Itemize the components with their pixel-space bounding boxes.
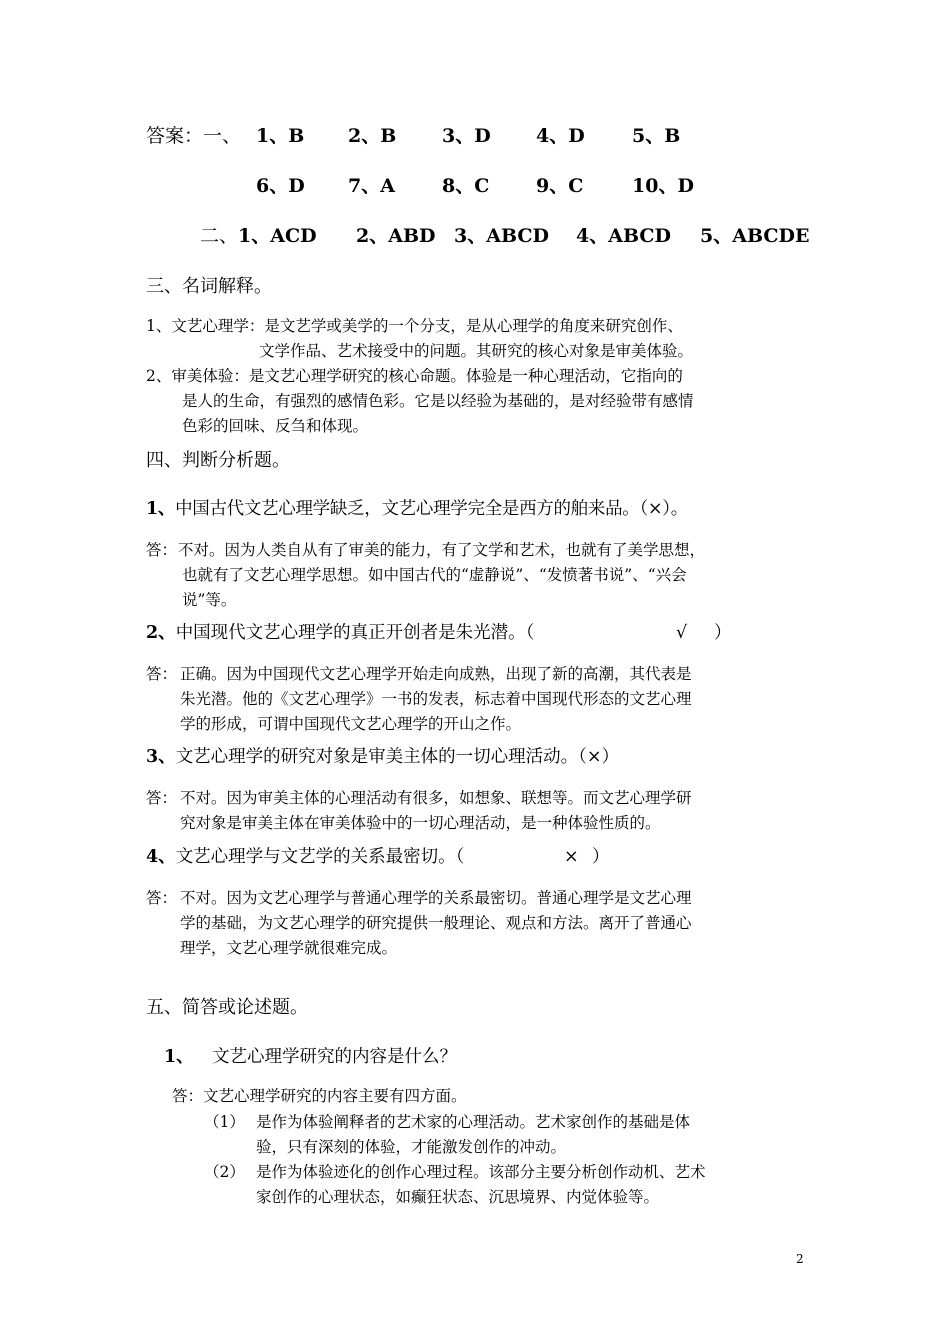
point-number: （2） <box>204 1163 245 1181</box>
point-number: （1） <box>204 1113 245 1131</box>
question-close-paren: ） <box>714 623 732 643</box>
section-heading: 五、简答或论述题。 <box>146 997 308 1018</box>
judgment-question <box>146 620 746 646</box>
answer-row-2 <box>146 172 846 200</box>
text-line: 理学，文艺心理学就很难完成。 <box>180 939 398 957</box>
answer-prefix: 答： <box>146 541 178 559</box>
answer-intro <box>172 1084 467 1109</box>
question-text: 中国现代文艺心理学的真正开创者是朱光潜。（ <box>175 623 535 643</box>
answer-block <box>146 786 826 836</box>
term-definition <box>146 364 826 439</box>
answer-prefix: 答： <box>146 889 178 907</box>
text-line: 是作为体验迹化的创作心理过程。该部分主要分析创作动机、艺术 <box>256 1163 706 1181</box>
question-text: 文艺心理学与文艺学的关系最密切。（ <box>175 847 465 867</box>
text-line: 学的形成，可谓中国现代文艺心理学的开山之作。 <box>180 715 522 733</box>
judgment-question <box>146 496 688 522</box>
text-line: 正确。因为中国现代文艺心理学开始走向成熟，出现了新的高潮，其代表是 <box>180 665 692 683</box>
question-number: 3、 <box>146 747 176 767</box>
question-close-paren: ） <box>592 847 610 867</box>
text-line: 也就有了文艺心理学思想。如中国古代的“虚静说”、“发愤著书说”、“兴会 <box>182 566 687 584</box>
answer-block <box>146 538 826 613</box>
text-line: 朱光潜。他的《文艺心理学》一书的发表，标志着中国现代形态的文艺心理 <box>180 690 692 708</box>
answer-row-1 <box>146 122 846 150</box>
essay-question <box>164 1044 457 1070</box>
answer-item: 3、ABCD <box>454 225 549 247</box>
text-line: 不对。因为人类自从有了审美的能力，有了文学和艺术，也就有了美学思想， <box>178 541 706 559</box>
text-line: 不对。因为文艺心理学与普通心理学的关系最密切。普通心理学是文艺心理 <box>180 889 692 907</box>
answer-block <box>146 886 826 961</box>
text-line: 文学作品、艺术接受中的问题。其研究的核心对象是审美体验。 <box>259 342 694 360</box>
answer-prefix: 答： <box>146 665 178 683</box>
text-line: 是人的生命，有强烈的感情色彩。它是以经验为基础的，是对经验带有感情 <box>182 392 694 410</box>
answer-item: 6、D <box>256 175 305 197</box>
section-heading: 四、判断分析题。 <box>146 450 290 471</box>
answer-prefix: 答： <box>146 789 178 807</box>
judgment-question <box>146 844 646 870</box>
text-line: 色彩的回味、反刍和体现。 <box>182 417 369 435</box>
question-number: 4、 <box>146 847 176 867</box>
text-line: 1、文艺心理学：是文艺学或美学的一个分支，是从心理学的角度来研究创作、 <box>146 317 683 335</box>
text-line: 验，只有深刻的体验，才能激发创作的冲动。 <box>256 1138 567 1156</box>
answer-block <box>146 662 826 737</box>
answer-label: 答案：一、 <box>146 125 242 147</box>
text-line: 家创作的心理状态，如癫狂状态、沉思境界、内觉体验等。 <box>256 1188 660 1206</box>
answer-item: 2、B <box>348 125 397 147</box>
question-text: 中国古代文艺心理学缺乏，文艺心理学完全是西方的舶来品。（×）。 <box>175 499 688 519</box>
term-definition <box>146 314 826 364</box>
answer-item: 2、ABD <box>356 225 436 247</box>
question-number: 1、 <box>146 499 176 519</box>
answer-item: 4、D <box>536 125 585 147</box>
answer-item: 7、A <box>348 175 395 197</box>
question-number: 2、 <box>146 623 176 643</box>
text-line: 2、审美体验：是文艺心理学研究的核心命题。体验是一种心理活动，它指向的 <box>146 367 683 385</box>
judgment-question <box>146 744 619 770</box>
text-line: 不对。因为审美主体的心理活动有很多，如想象、联想等。而文艺心理学研 <box>180 789 692 807</box>
answer-item: 10、D <box>632 175 694 197</box>
page-number: 2 <box>796 1252 804 1266</box>
question-text: 文艺心理学研究的内容是什么？ <box>212 1047 457 1067</box>
text-line: 是作为体验阐释者的艺术家的心理活动。艺术家创作的基础是体 <box>256 1113 691 1131</box>
text-line: 究对象是审美主体在审美体验中的一切心理活动，是一种体验性质的。 <box>180 814 661 832</box>
section-heading: 三、名词解释。 <box>146 276 272 297</box>
text-line: 答：文艺心理学研究的内容主要有四方面。 <box>172 1087 467 1105</box>
answer-row-3 <box>200 222 820 250</box>
answer-item: 1、B <box>256 125 305 147</box>
text-line: 学的基础，为文艺心理学的研究提供一般理论、观点和方法。离开了普通心 <box>180 914 692 932</box>
answer-label: 二、 <box>200 225 239 247</box>
answer-item: 8、C <box>442 175 490 197</box>
answer-item: 5、B <box>632 125 681 147</box>
answer-item: 9、C <box>536 175 584 197</box>
answer-item: 5、ABCDE <box>700 225 810 247</box>
answer-point <box>204 1160 824 1210</box>
answer-item: 4、ABCD <box>576 225 671 247</box>
answer-item: 3、D <box>442 125 491 147</box>
question-number: 1、 <box>164 1047 194 1067</box>
question-text: 文艺心理学的研究对象是审美主体的一切心理活动。（×） <box>175 747 620 767</box>
text-line: 说”等。 <box>182 591 237 609</box>
answer-point <box>204 1110 824 1160</box>
answer-item: 1、ACD <box>238 225 317 247</box>
answer-mark: × <box>564 847 579 867</box>
answer-mark: √ <box>676 623 688 643</box>
